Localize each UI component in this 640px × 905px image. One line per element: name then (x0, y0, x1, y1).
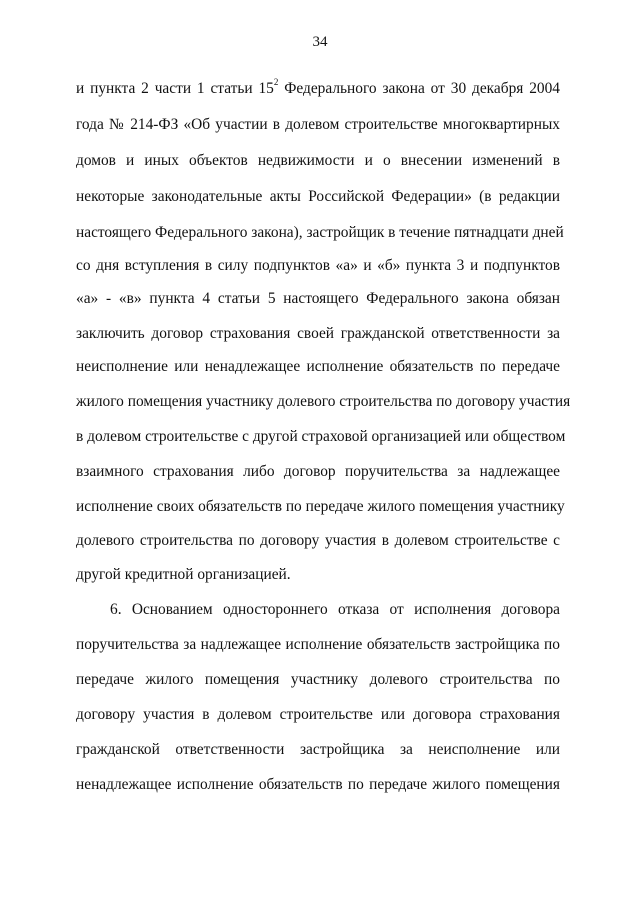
text-line-3: домов и иных объектов недвижимости и о внесении изменений в (76, 152, 560, 169)
text-line-9: неисполнение или ненадлежащее исполнение обязательств по передаче (76, 358, 560, 375)
text-line-5: настоящего Федерального закона), застройщик в течение пятнадцати дней (76, 224, 564, 241)
paragraph-6-first-line: 6. Основанием одностороннего отказа от исполнения договора (110, 601, 560, 618)
text-line-12: взаимного страхования либо договор поручительства за надлежащее (76, 463, 560, 480)
text-line-1-after: Федерального закона от 30 декабря 2004 (278, 80, 560, 97)
page-number: 34 (312, 34, 328, 50)
text-line-20: гражданской ответственности застройщика за неисполнение или (76, 741, 560, 758)
text-line-13: исполнение своих обязательств по передаче жилого помещения участнику (76, 498, 565, 515)
text-line-8: заключить договор страхования своей гражданской ответственности за (76, 325, 560, 342)
text-line-10: жилого помещения участнику долевого строительства по договору участия (76, 393, 571, 410)
text-line-17: поручительства за надлежащее исполнение обязательств застройщика по (76, 636, 560, 653)
text-line-2: года № 214-ФЗ «Об участии в долевом строительстве многоквартирных (76, 116, 560, 133)
text-line-15: другой кредитной организацией. (76, 566, 291, 583)
text-line-14: долевого строительства по договору участия в долевом строительстве с (76, 532, 560, 549)
text-line-11: в долевом строительстве с другой страховой организацией или обществом (76, 428, 566, 445)
text-line-18: передаче жилого помещения участнику долевого строительства по (76, 671, 560, 688)
text-line-1 (76, 77, 560, 98)
text-line-7: «а» - «в» пункта 4 статьи 5 настоящего Федерального закона обязан (76, 290, 560, 307)
text-line-6: со дня вступления в силу подпунктов «а» и «б» пункта 3 и подпунктов (76, 257, 560, 274)
text-line-4: некоторые законодательные акты Российской Федерации» (в редакции (76, 188, 560, 205)
text-line-21: ненадлежащее исполнение обязательств по передаче жилого помещения (76, 776, 560, 793)
text-line-19: договору участия в долевом строительстве или договора страхования (76, 706, 560, 723)
superscript: 2 (273, 77, 279, 87)
text-line-1-before: и пункта 2 части 1 статьи 15 (76, 80, 274, 97)
